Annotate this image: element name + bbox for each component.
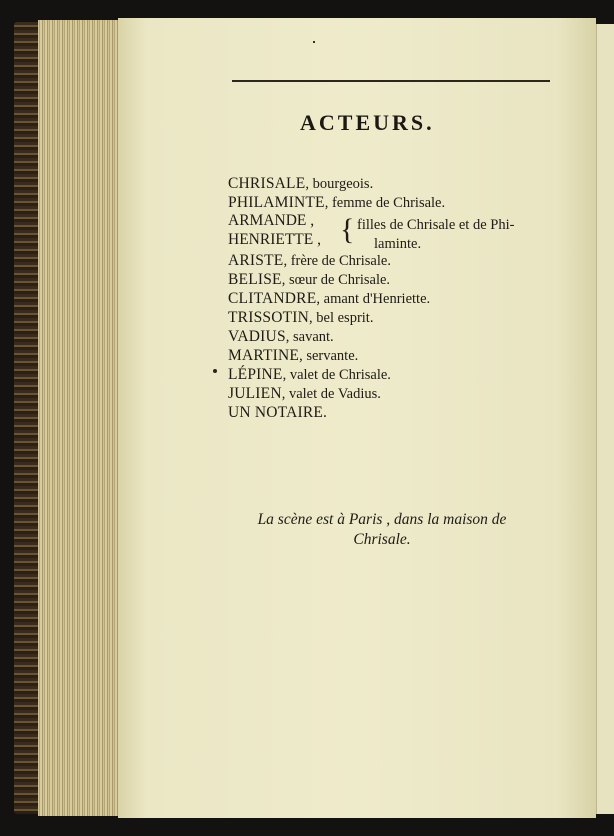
cast-row <box>228 289 430 308</box>
cast-row <box>228 365 391 384</box>
header-rule <box>232 80 550 82</box>
cast-desc: , femme de Chrisale. <box>324 195 446 211</box>
cast-row <box>228 174 373 193</box>
facing-page-edge <box>596 24 614 814</box>
cast-desc: , bourgeois. <box>305 176 374 192</box>
cast-name-armande: ARMANDE , <box>228 212 315 229</box>
cast-row <box>228 327 334 346</box>
cast-desc: , savant. <box>285 329 334 345</box>
cast-desc: , frère de Chrisale. <box>283 253 391 269</box>
cast-desc: , valet de Chrisale. <box>282 367 391 383</box>
sisters-desc-line1: filles de Chrisale et de Phi- <box>357 217 515 233</box>
book-page <box>118 18 596 818</box>
cast-name: MARTINE <box>228 347 300 364</box>
margin-mark <box>213 369 217 373</box>
cast-desc: , sœur de Chrisale. <box>281 272 391 288</box>
cast-desc: , valet de Vadius. <box>281 386 381 402</box>
page-title: ACTEURS. <box>300 110 435 135</box>
cast-row <box>228 270 390 289</box>
cast-desc: , bel esprit. <box>309 310 374 326</box>
cast-name: UN NOTAIRE. <box>228 404 328 421</box>
scene-setting <box>232 510 532 550</box>
cast-name: VADIUS <box>228 328 286 345</box>
scene-line-2: Chrisale. <box>353 531 411 548</box>
sisters-group <box>228 212 568 252</box>
sisters-desc-line2: laminte. <box>374 236 422 252</box>
cast-name: JULIEN <box>228 385 282 402</box>
cast-desc: , amant d'Henriette. <box>316 291 431 307</box>
page-speck <box>313 41 315 43</box>
cast-name: CHRISALE <box>228 175 306 192</box>
cast-name: BELISE <box>228 271 282 288</box>
cast-row <box>228 251 391 270</box>
cast-name: CLITANDRE <box>228 290 317 307</box>
cast-name: LÉPINE <box>228 366 283 383</box>
cast-desc: , servante. <box>299 348 359 364</box>
page-edges <box>38 20 123 816</box>
cast-row <box>228 193 445 212</box>
cast-name: TRISSOTIN <box>228 309 310 326</box>
cast-name-henriette: HENRIETTE , <box>228 231 321 248</box>
brace-icon: { <box>340 213 355 246</box>
book-spine <box>14 22 40 814</box>
cast-row <box>228 346 358 365</box>
cast-row <box>228 403 327 422</box>
cast-row <box>228 308 373 327</box>
cast-row <box>228 384 381 403</box>
cast-name: PHILAMINTE <box>228 194 325 211</box>
cast-name: ARISTE <box>228 252 284 269</box>
scene-line-1: La scène est à Paris , dans la maison de <box>257 511 507 528</box>
